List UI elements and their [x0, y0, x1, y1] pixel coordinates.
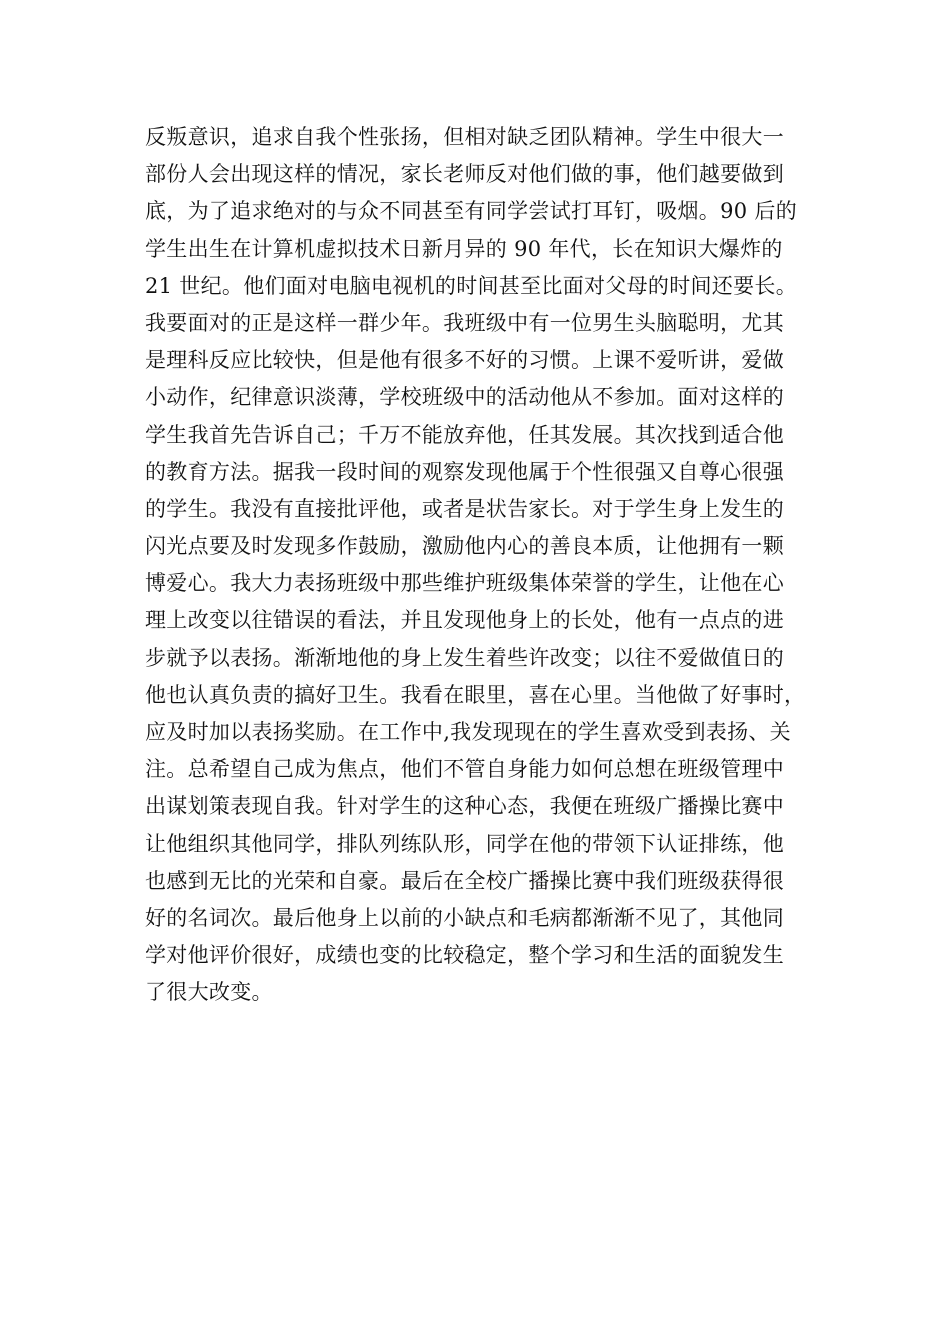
text-line: 我要面对的正是这样一群少年。我班级中有一位男生头脑聪明，尤其	[145, 310, 784, 335]
text-line: 好的名词次。最后他身上以前的小缺点和毛病都渐渐不见了，其他同	[145, 905, 784, 930]
text-line: 出谋划策表现自我。针对学生的这种心态，我便在班级广播操比赛中	[145, 794, 784, 819]
text-line: 是理科反应比较快，但是他有很多不好的习惯。上课不爱听讲，爱做	[145, 348, 784, 373]
text-line: 小动作，纪律意识淡薄，学校班级中的活动他从不参加。面对这样的	[145, 385, 784, 410]
text-line: 反叛意识，追求自我个性张扬，但相对缺乏团队精神。学生中很大一	[145, 125, 784, 149]
text-line: 的教育方法。据我一段时间的观察发现他属于个性很强又自尊心很强	[145, 459, 784, 484]
text-line: 博爱心。我大力表扬班级中那些维护班级集体荣誉的学生，让他在心	[145, 571, 784, 596]
text-line: 学对他评价很好，成绩也变的比较稳定，整个学习和生活的面貌发生	[145, 943, 784, 968]
text-line: 了很大改变。	[145, 980, 273, 1005]
text-line: 的学生。我没有直接批评他，或者是状告家长。对于学生身上发生的	[145, 496, 784, 521]
text-line: 注。总希望自己成为焦点，他们不管自身能力如何总想在班级管理中	[145, 757, 784, 782]
text-line: 部份人会出现这样的情况，家长老师反对他们做的事，他们越要做到	[145, 162, 784, 187]
text-line: 让他组织其他同学，排队列练队形，同学在他的带领下认证排练，他	[145, 831, 784, 856]
text-line: 学生出生在计算机虚拟技术日新月异的 90 年代，长在知识大爆炸的	[145, 236, 783, 261]
text-line: 他也认真负责的搞好卫生。我看在眼里，喜在心里。当他做了好事时，	[145, 682, 806, 707]
text-line: 应及时加以表扬奖励。在工作中,我发现现在的学生喜欢受到表扬、关	[145, 720, 791, 744]
text-line: 底，为了追求绝对的与众不同甚至有同学尝试打耳钉，吸烟。90 后的	[145, 199, 797, 224]
text-line: 21 世纪。他们面对电脑电视机的时间甚至比面对父母的时间还要长。	[145, 273, 797, 298]
text-line: 也感到无比的光荣和自豪。最后在全校广播操比赛中我们班级获得很	[145, 868, 784, 893]
text-line: 步就予以表扬。渐渐地他的身上发生着些许改变；以往不爱做值日的	[145, 645, 784, 670]
text-line: 学生我首先告诉自己；千万不能放弃他，任其发展。其次找到适合他	[145, 422, 784, 447]
body-paragraph	[145, 119, 815, 1012]
text-line: 闪光点要及时发现多作鼓励，激励他内心的善良本质，让他拥有一颗	[145, 534, 784, 559]
text-line: 理上改变以往错误的看法，并且发现他身上的长处，他有一点点的进	[145, 608, 784, 633]
